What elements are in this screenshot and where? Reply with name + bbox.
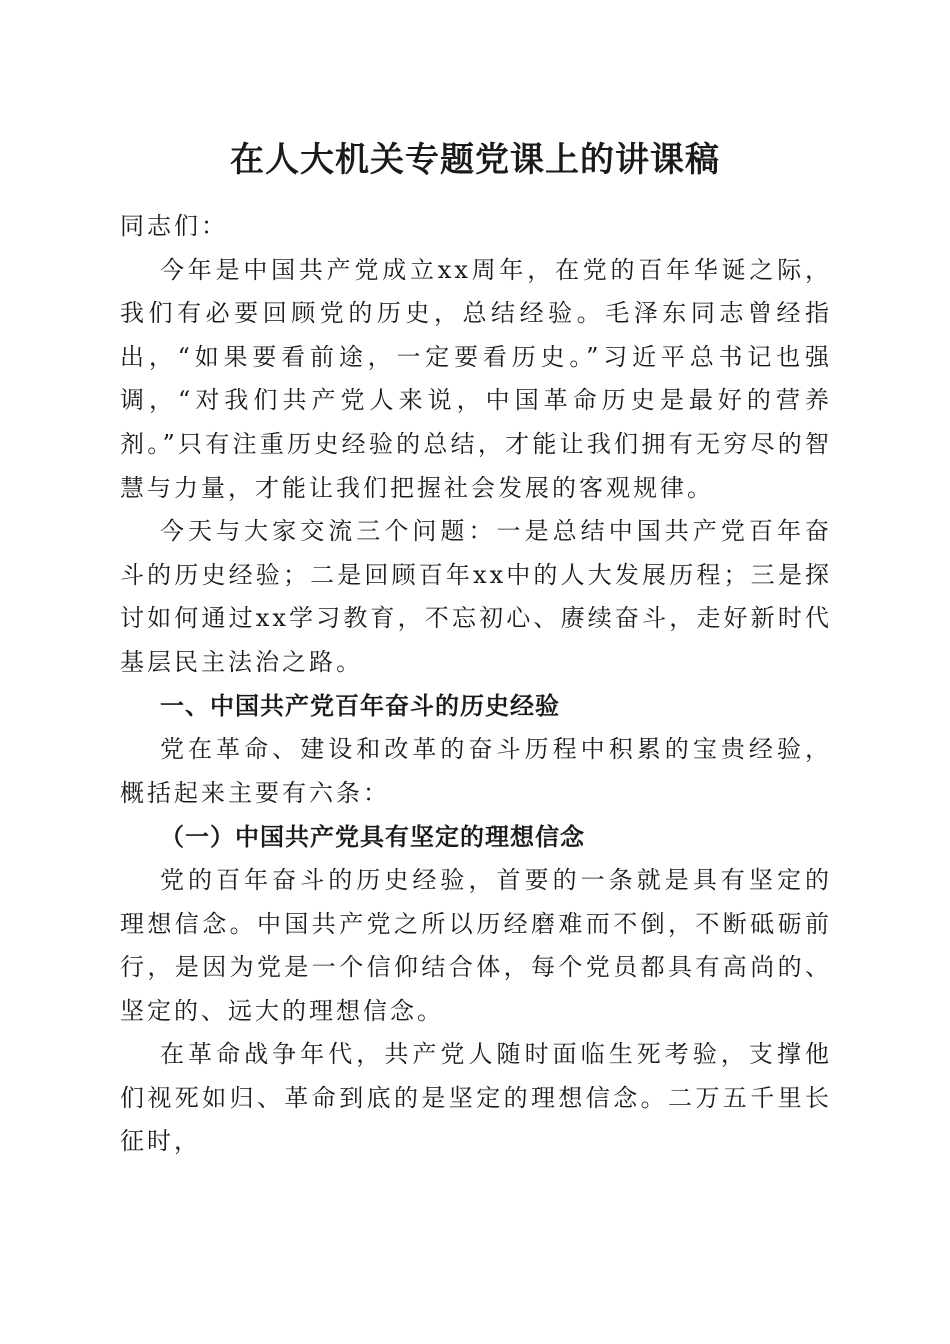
document-body <box>120 205 832 1164</box>
paragraph-topics: 今天与大家交流三个问题：一是总结中国共产党百年奋斗的历史经验；二是回顾百年xx中的人大发展历程；三是探讨如何通过xx学习教育，不忘初心、赓续奋斗，走好新时代基层民主法治之路。 <box>120 517 832 676</box>
subsection-paragraph: 党的百年奋斗的历史经验，首要的一条就是具有坚定的理想信念。中国共产党之所以历经磨难而不倒，不断砥砺前行，是因为党是一个信仰结合体，每个党员都具有高尚的、坚定的、远大的理想信念。 <box>120 865 832 1025</box>
salutation: 同志们： <box>120 212 228 240</box>
document-title: 在人大机关专题党课上的讲课稿 <box>230 140 720 180</box>
subsection-paragraph: 在革命战争年代，共产党人随时面临生死考验，支撑他们视死如归、革命到底的是坚定的理想信念。二万五千里长征时， <box>120 1040 832 1156</box>
paragraph-intro: 今年是中国共产党成立xx周年，在党的百年华诞之际，我们有必要回顾党的历史，总结经验。毛泽东同志曾经指出，“如果要看前途，一定要看历史。”习近平总书记也强调，“对我们共产党人来说，中国革命历史是最好的营养剂。”只有注重历史经验的总结，才能让我们拥有无穷尽的智慧与力量，才能让我们把握社会发展的客观规律。 <box>120 255 832 502</box>
section-intro: 党在革命、建设和改革的奋斗历程中积累的宝贵经验，概括起来主要有六条： <box>120 735 832 807</box>
subsection-heading: （一）中国共产党具有坚定的理想信念 <box>160 822 585 852</box>
section-heading: 一、中国共产党百年奋斗的历史经验 <box>160 691 560 720</box>
